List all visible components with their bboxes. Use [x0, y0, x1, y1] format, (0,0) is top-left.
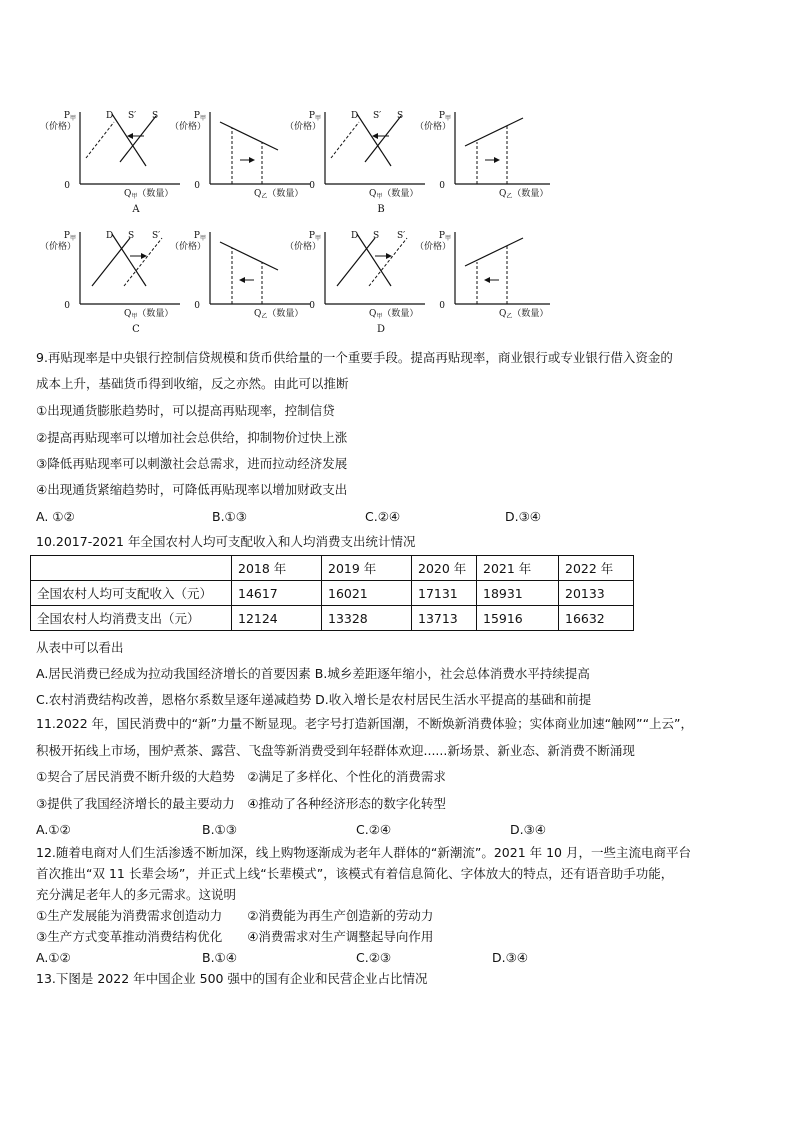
q11-option-a: A.①②: [36, 822, 71, 837]
y-axis-subscript: 甲: [314, 115, 321, 122]
q11-option-d: D.③④: [510, 822, 547, 837]
y-axis-symbol: $P_甲$: [193, 111, 206, 122]
origin-label: 0: [64, 181, 70, 191]
arrow-head: [484, 277, 490, 283]
supply-curve-new: [120, 116, 156, 162]
x-axis-subscript: 甲: [376, 313, 383, 320]
q9-option-c: C.②④: [365, 509, 401, 524]
y-axis-subscript: 甲: [69, 115, 76, 122]
y-axis-label: （价格）: [39, 122, 76, 132]
y-axis-label: （价格）: [284, 122, 321, 132]
x-axis-subscript: 甲: [376, 193, 383, 200]
y-axis-subscript: 甲: [199, 235, 206, 242]
q9-stem-line2: 成本上升，基础货币得到收缩，反之亦然。由此可以推断: [36, 376, 349, 391]
q11-stem-line1: 11.2022 年，国民消费中的“新”力量不断显现。老字号打造新国潮，不断焕新消费体验；实体商业加速“触网”“上云”，: [36, 716, 694, 731]
table-header-cell: 2022 年: [559, 556, 634, 581]
x-axis-subscript: 乙: [261, 193, 268, 200]
demand-curve: [112, 234, 146, 286]
arrow-head: [239, 277, 245, 283]
demand-label: D: [106, 111, 114, 121]
graph-b2: [415, 111, 550, 200]
origin-label: 0: [439, 181, 445, 191]
y-axis-label: （价格）: [414, 242, 451, 252]
table-row: [31, 581, 634, 606]
table-cell: 16632: [559, 606, 634, 631]
supply-label: S: [128, 231, 135, 241]
x-axis-symbol: $Q_乙$（数量）: [499, 309, 549, 320]
q11-statements-34: ③提供了我国经济增长的最主要动力 ④推动了各种经济形态的数字化转型: [36, 796, 446, 811]
q13-stem: 13.下图是 2022 年中国企业 500 强中的国有企业和民营企业占比情况: [36, 971, 428, 986]
q9-statement-3: ③降低再贴现率可以刺激社会总需求，进而拉动经济发展: [36, 456, 348, 471]
table-cell: 15916: [477, 606, 559, 631]
origin-label: 0: [194, 301, 200, 311]
x-axis-label: （数量）: [137, 189, 174, 199]
graph-letter: B: [377, 204, 385, 215]
y-axis-symbol: $P_甲$: [438, 111, 451, 122]
supply-curve-original: [331, 122, 359, 158]
x-axis-subscript: 甲: [131, 193, 138, 200]
economics-graphs-figure: [30, 98, 550, 338]
q10-options-ab: A.居民消费已经成为拉动我国经济增长的首要因素 B.城乡差距逐年缩小，社会总体消费水平持续提高: [36, 666, 590, 681]
x-axis-symbol: $Q_乙$（数量）: [254, 309, 304, 320]
table-cell: 18931: [477, 581, 559, 606]
q9-stem-line1: 9.再贴现率是中央银行控制信贷规模和货币供给量的一个重要手段。提高再贴现率，商业银行或专业银行借入资金的: [36, 350, 673, 365]
y-axis-label: （价格）: [39, 242, 76, 252]
origin-label: 0: [439, 301, 445, 311]
q11-option-b: B.①③: [202, 822, 237, 837]
q11-statements-12: ①契合了居民消费不断升级的大趋势 ②满足了多样化、个性化的消费需求: [36, 769, 446, 784]
x-axis-subscript: 乙: [261, 313, 268, 320]
supply-new-label: S′: [397, 231, 406, 241]
table-row: [31, 606, 634, 631]
origin-label: 0: [64, 301, 70, 311]
y-axis-subscript: 甲: [199, 115, 206, 122]
table-cell: 17131: [412, 581, 477, 606]
price-quantity-curve: [220, 242, 278, 270]
x-axis-label: （数量）: [137, 309, 174, 319]
graph-d: [285, 231, 425, 335]
demand-curve: [357, 234, 391, 286]
graph-letter: D: [376, 324, 386, 335]
table-header-row: [31, 556, 634, 581]
q12-option-c: C.②③: [356, 950, 392, 965]
graph-b: [285, 111, 425, 215]
table-header-cell: 2018 年: [232, 556, 322, 581]
q10-title: 10.2017-2021 年全国农村人均可支配收入和人均消费支出统计情况: [36, 534, 416, 549]
x-axis-label: （数量）: [512, 189, 549, 199]
x-axis-label: （数量）: [512, 309, 549, 319]
y-axis-label: （价格）: [169, 122, 206, 132]
x-axis-symbol: $Q_甲$（数量）: [369, 309, 419, 320]
table-cell: 12124: [232, 606, 322, 631]
table-header-cell: 2020 年: [412, 556, 477, 581]
q9-statement-1: ①出现通货膨胀趋势时，可以提高再贴现率，控制信贷: [36, 403, 335, 418]
y-axis-subscript: 甲: [444, 115, 451, 122]
supply-new-label: S′: [373, 111, 382, 121]
q12-statements-12: ①生产发展能为消费需求创造动力 ②消费能为再生产创造新的劳动力: [36, 908, 434, 923]
arrow-head: [494, 157, 500, 163]
table-cell: 20133: [559, 581, 634, 606]
table-cell: 13328: [322, 606, 412, 631]
q9-option-b: B.①③: [212, 509, 247, 524]
q12-option-d: D.③④: [492, 950, 529, 965]
x-axis-label: （数量）: [267, 309, 304, 319]
arrow-head: [249, 157, 255, 163]
y-axis-subscript: 甲: [69, 235, 76, 242]
table-row-label: 全国农村人均消费支出（元）: [31, 606, 232, 631]
table-header-cell: 2021 年: [477, 556, 559, 581]
price-quantity-curve: [465, 118, 523, 146]
graphs-svg: [30, 98, 550, 338]
supply-curve-original: [86, 122, 114, 158]
x-axis-label: （数量）: [267, 189, 304, 199]
table-header-cell: [31, 556, 232, 581]
price-quantity-curve: [465, 238, 523, 266]
origin-label: 0: [309, 301, 315, 311]
y-axis-label: （价格）: [414, 122, 451, 132]
y-axis-subscript: 甲: [314, 235, 321, 242]
supply-label: S: [397, 111, 404, 121]
q9-statement-2: ②提高再贴现率可以增加社会总供给，抑制物价过快上涨: [36, 430, 348, 445]
x-axis-label: （数量）: [382, 309, 419, 319]
x-axis-symbol: $Q_乙$（数量）: [254, 189, 304, 200]
table-cell: 13713: [412, 606, 477, 631]
q9-option-a: A. ①②: [36, 509, 75, 524]
y-axis-symbol: $P_甲$: [193, 231, 206, 242]
x-axis-symbol: $Q_乙$（数量）: [499, 189, 549, 200]
q9-option-d: D.③④: [505, 509, 542, 524]
supply-new-label: S′: [128, 111, 137, 121]
q12-stem-line2: 首次推出“双 11 长辈会场”，并正式上线“长辈模式”，该模式有着信息简化、字体放大的特点，还有语音助手功能，: [36, 866, 674, 881]
y-axis-symbol: $P_甲$: [308, 231, 321, 242]
price-quantity-curve: [220, 122, 278, 150]
y-axis-symbol: $P_甲$: [63, 111, 76, 122]
q11-stem-line2: 积极开拓线上市场，围炉煮茶、露营、飞盘等新消费受到年轻群体欢迎......新场景、新业态、新消费不断涌现: [36, 743, 635, 758]
demand-label: D: [351, 231, 359, 241]
graph-letter: C: [132, 324, 140, 335]
q10-lead: 从表中可以看出: [36, 640, 124, 655]
demand-curve: [112, 114, 146, 166]
supply-label: S: [373, 231, 380, 241]
y-axis-subscript: 甲: [444, 235, 451, 242]
table-cell: 14617: [232, 581, 322, 606]
graph-a: [40, 111, 180, 215]
q12-stem-line1: 12.随着电商对人们生活渗透不断加深，线上购物逐渐成为老年人群体的“新潮流”。2021 年 10 月，一些主流电商平台: [36, 845, 691, 860]
q10-options-cd: C.农村消费结构改善，恩格尔系数呈逐年递减趋势 D.收入增长是农村居民生活水平提高的基础和前提: [36, 692, 592, 707]
demand-label: D: [106, 231, 114, 241]
supply-new-label: S′: [152, 231, 161, 241]
origin-label: 0: [309, 181, 315, 191]
table-header-cell: 2019 年: [322, 556, 412, 581]
graph-c: [40, 231, 180, 335]
x-axis-subscript: 乙: [506, 193, 513, 200]
demand-curve: [357, 114, 391, 166]
supply-curve: [92, 238, 130, 286]
demand-label: D: [351, 111, 359, 121]
q12-option-a: A.①②: [36, 950, 71, 965]
supply-curve-new: [365, 116, 401, 162]
supply-curve: [337, 238, 375, 286]
origin-label: 0: [194, 181, 200, 191]
x-axis-subscript: 甲: [131, 313, 138, 320]
x-axis-symbol: $Q_甲$（数量）: [369, 189, 419, 200]
supply-label: S: [152, 111, 159, 121]
y-axis-symbol: $P_甲$: [308, 111, 321, 122]
y-axis-symbol: $P_甲$: [438, 231, 451, 242]
y-axis-symbol: $P_甲$: [63, 231, 76, 242]
table-row-label: 全国农村人均可支配收入（元）: [31, 581, 232, 606]
q9-statement-4: ④出现通货紧缩趋势时，可降低再贴现率以增加财政支出: [36, 482, 348, 497]
graph-d2: [415, 231, 550, 320]
q12-stem-line3: 充分满足老年人的多元需求。这说明: [36, 887, 237, 902]
q11-option-c: C.②④: [356, 822, 392, 837]
x-axis-symbol: $Q_甲$（数量）: [124, 309, 174, 320]
x-axis-subscript: 乙: [506, 313, 513, 320]
q12-statements-34: ③生产方式变革推动消费结构优化 ④消费需求对生产调整起导向作用: [36, 929, 434, 944]
x-axis-label: （数量）: [382, 189, 419, 199]
graph-letter: A: [132, 204, 140, 215]
table-cell: 16021: [322, 581, 412, 606]
q10-statistics-table: [30, 555, 634, 631]
y-axis-label: （价格）: [284, 242, 321, 252]
y-axis-label: （价格）: [169, 242, 206, 252]
x-axis-symbol: $Q_甲$（数量）: [124, 189, 174, 200]
q12-option-b: B.①④: [202, 950, 237, 965]
